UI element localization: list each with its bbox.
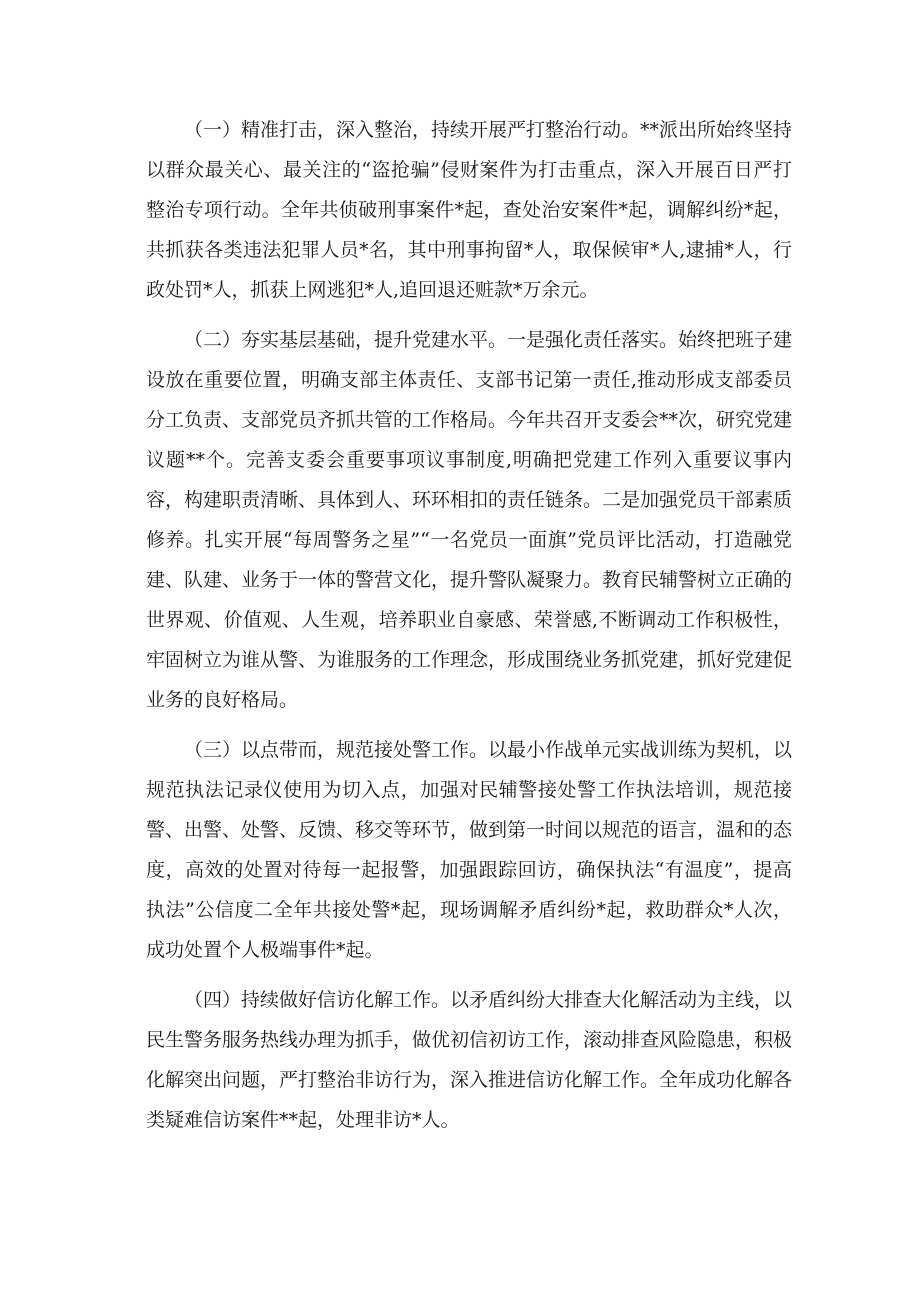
paragraph-party-building: （二）夯实基层基础，提升党建水平。一是强化责任落实。始终把班子建设放在重要位置，明确支部主体责任、支部书记第一责任,推动形成支部委员分工负责、支部党员齐抓共管的工作格局。今年共召开支委会**次，研究党建议题**个。完善支委会重要事项议事制度,明确把党建工作列入重要议事内容，构建职责清晰、具体到人、环环相扣的责任链条。二是加强党员干部素质修养。扎实开展“每周警务之星”“一名党员一面旗”党员评比活动，打造融党建、队建、业务于一体的警营文化，提升警队凝聚力。教育民辅警树立正确的世界观、价值观、人生观，培养职业自豪感、荣誉感,不断调动工作积极性，牢固树立为谁从警、为谁服务的工作理念，形成围绕业务抓党建，抓好党建促业务的良好格局。 [146, 329, 793, 711]
paragraph-police-response: （三）以点带而，规范接处警工作。以最小作战单元实战训练为契机，以规范执法记录仪使用为切入点，加强对民辅警接处警工作执法培训，规范接警、出警、处警、反馈、移交等环节，做到第一时间以规范的语言，温和的态度，高效的处置对待每一起报警，加强跟踪回访，确保执法“有温度”，提高执法”公信度二全年共接处警*起，现场调解矛盾纠纷*起，救助群众*人次，成功处置个人极端事件*起。 [146, 739, 793, 961]
paragraph-crackdown: （一）精准打击，深入整治，持续开展严打整治行动。**派出所始终坚持以群众最关心、最关注的“盗抢骗”侵财案件为打击重点，深入开展百日严打整治专项行动。全年共侦破刑事案件*起，查处治安案件*起，调解纠纷*起，共抓获各类违法犯罪人员*名，其中刑事拘留*人，取保候审*人,逮捕*人，行政处罚*人，抓获上网逃犯*人,追回退还赃款*万余元。 [146, 119, 793, 301]
document-body [146, 110, 792, 1140]
paragraph-petition-resolution: （四）持续做好信访化解工作。以矛盾纠纷大排查大化解活动为主线，以民生警务服务热线办理为抓手，做优初信初访工作，滚动排查风险隐患，积极化解突出问题，严打整治非访行为，深入推进信访化解工作。全年成功化解各类疑难信访案件**起，处理非访*人。 [146, 989, 793, 1131]
